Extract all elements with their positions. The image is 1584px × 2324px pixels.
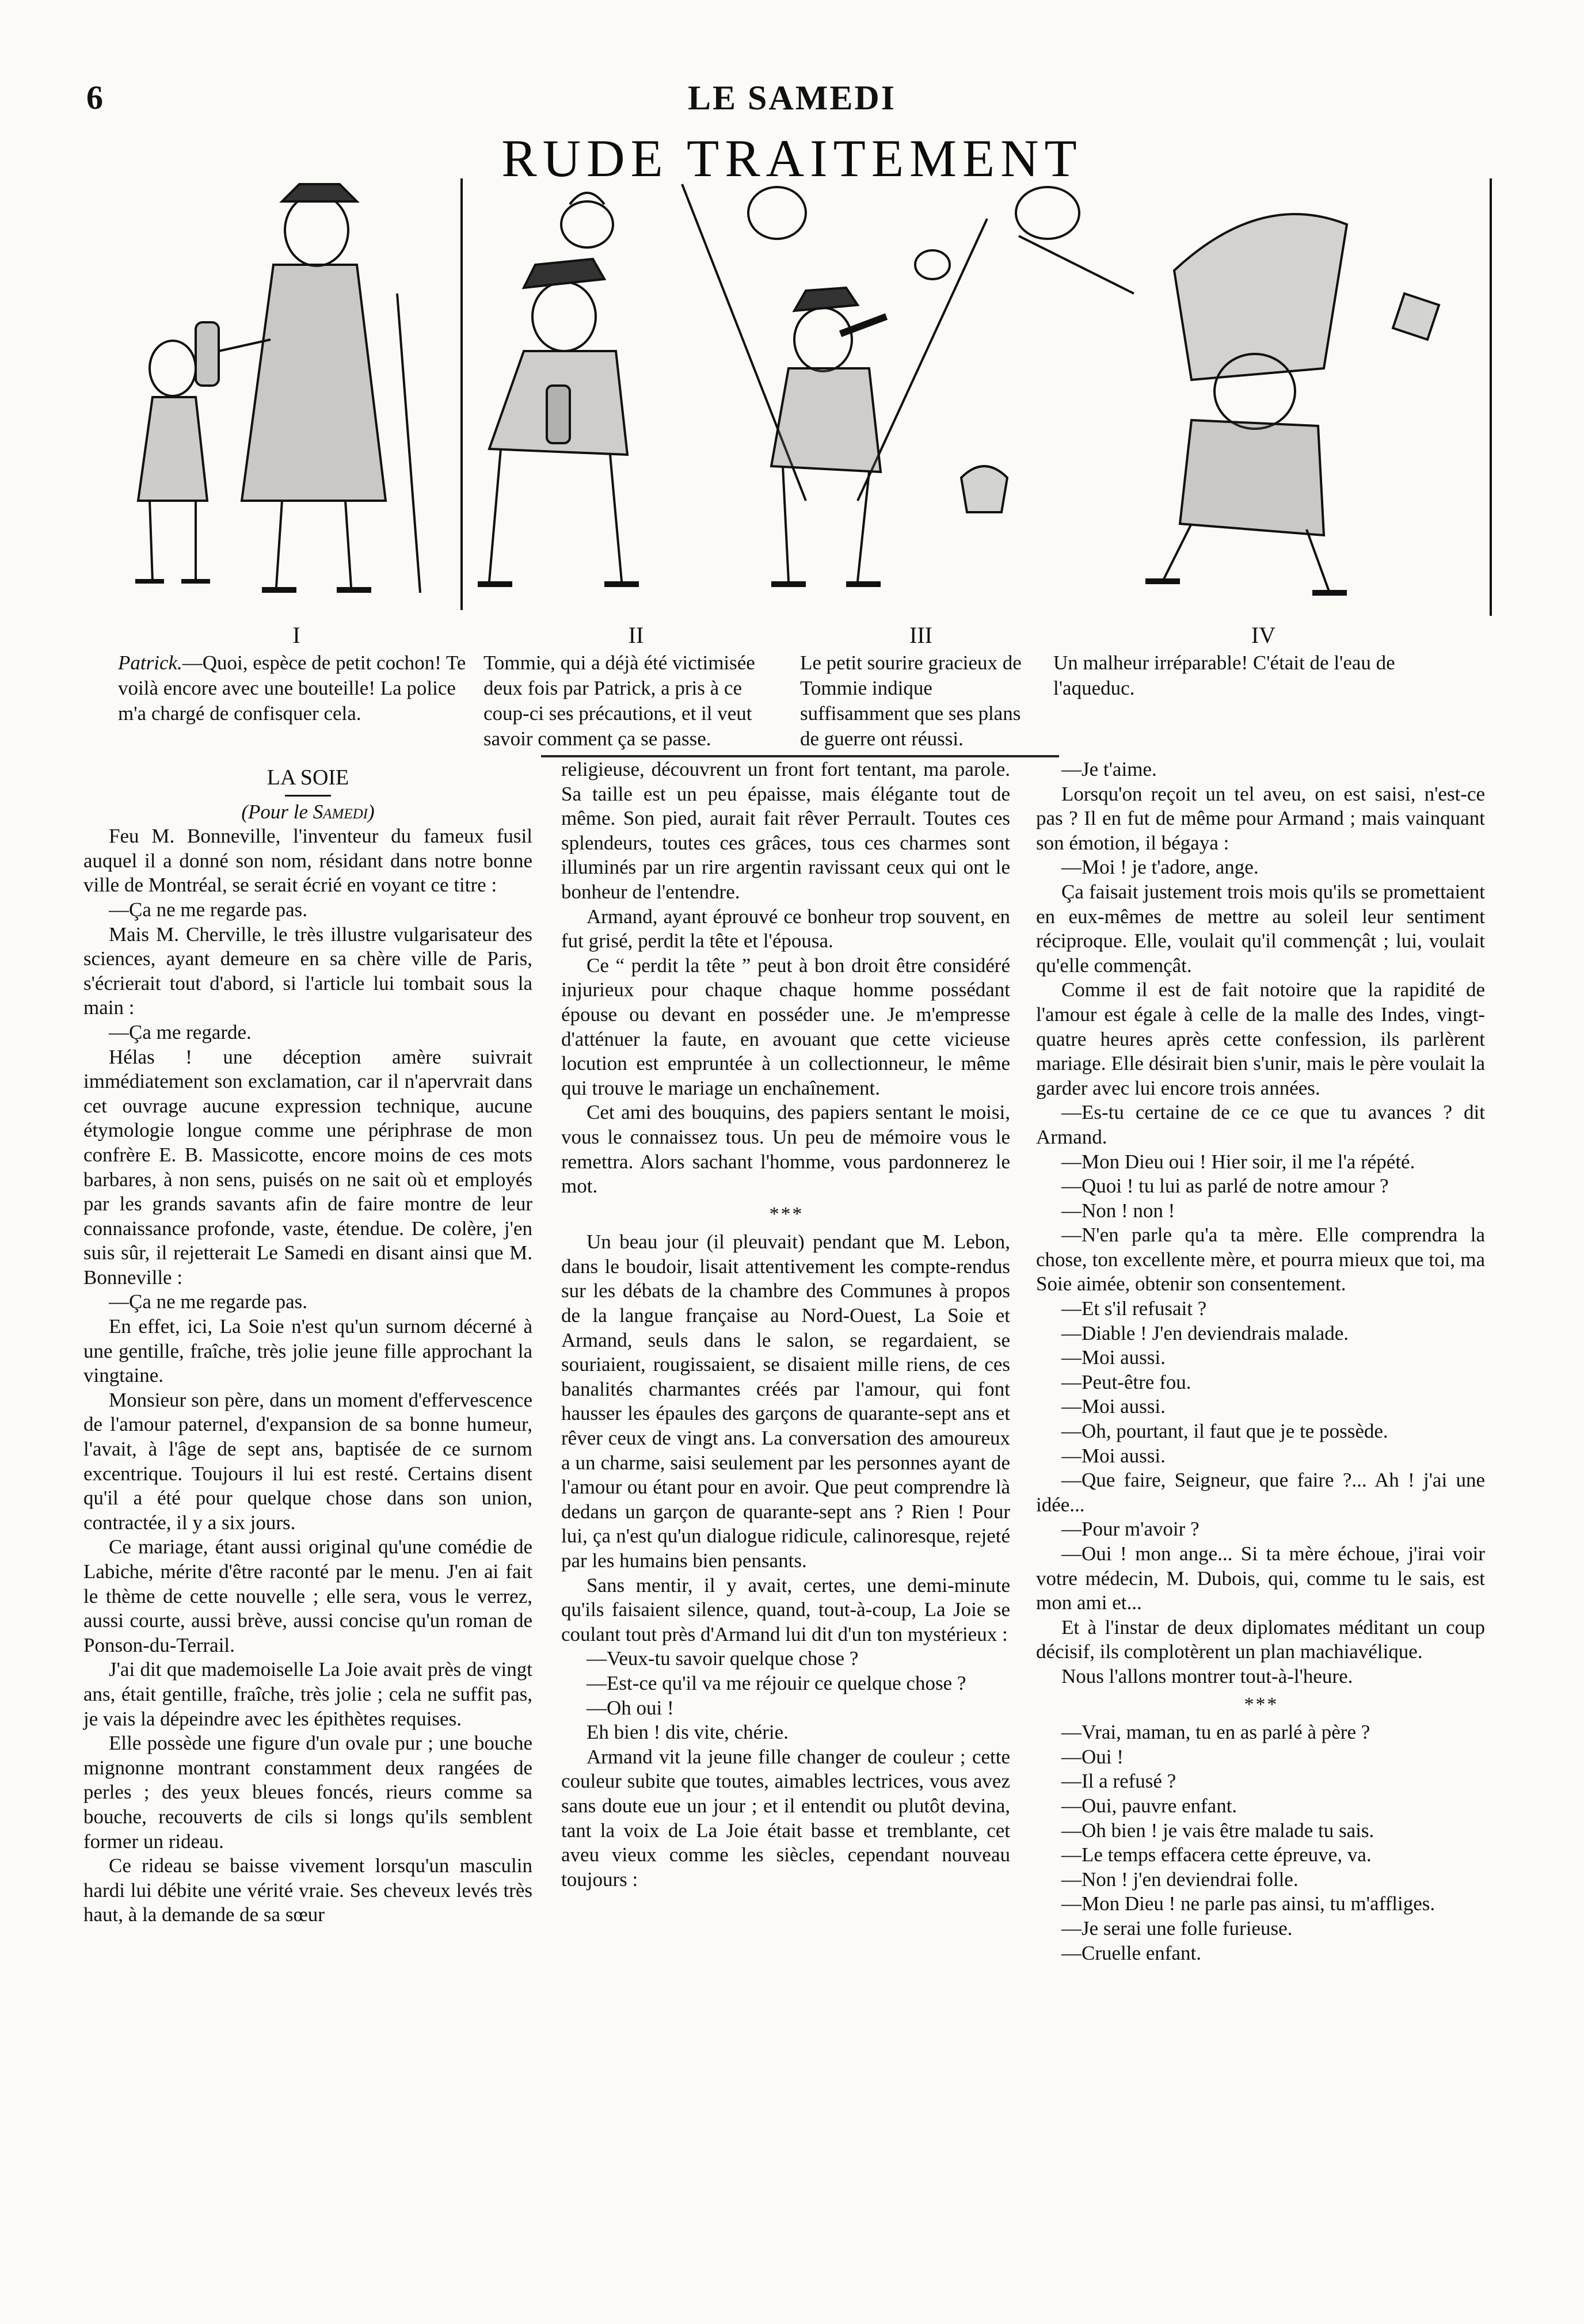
paragraph: —Oui ! mon ange... Si ta mère échoue, j'irai voir votre médecin, M. Dubois, qui, comme tu le sais, est mon ami et... — [1036, 1542, 1485, 1614]
paragraph: Armand vit la jeune fille changer de couleur ; cette couleur subite que toutes, aimables lectrices, vous avez sans doute eue un jour ; et il entendit ou plutôt devina, tant la voix de La Joie était basse et tremblante, cet aveu vieux comme les siècles, cependant nouveau toujours : — [561, 1745, 1010, 1891]
paragraph: —Moi aussi. — [1061, 1444, 1166, 1467]
article-subtitle: (Pour le Samedi) — [241, 800, 375, 823]
paragraph: En effet, ici, La Soie n'est qu'un surnom décerné à une gentille, fraîche, très jolie jeune fille approchant la vingtaine. — [83, 1315, 532, 1387]
paragraph: Et à l'instar de deux diplomates méditant un coup décisif, ils complotèrent un plan machiavélique. — [1036, 1616, 1485, 1663]
paragraph: Hélas ! une déception amère suivrait immédiatement son exclamation, car il n'apervrait dans cet ouvrage aucune expression technique, aucune étymologie longue comme une périphrase de mon confrère E. B. Massicotte, encore moins de ces mots barbares, à non sens, puisés on ne sait où et employés par les grands savants afin de faire montre de leur connaissance profonde, vaste, étendue. De colère, j'en suis sûr, il rejetterait Le Samedi en disant ainsi que M. Bonneville : — [83, 1045, 532, 1289]
paragraph: —Oui, pauvre enfant. — [1061, 1794, 1238, 1817]
paragraph: Nous l'allons montrer tout-à-l'heure. — [1061, 1664, 1353, 1687]
paragraph: —Mon Dieu ! ne parle pas ainsi, tu m'affliges. — [1061, 1892, 1436, 1915]
caption-text: Un malheur irréparable! C'était de l'eau de l'aqueduc. — [1053, 652, 1395, 699]
paragraph: —Moi aussi. — [1061, 1346, 1166, 1369]
paragraph: —Oh, pourtant, il faut que je te possède. — [1061, 1420, 1388, 1443]
caption-2 — [483, 623, 789, 752]
paragraph: —Cruelle enfant. — [1061, 1941, 1201, 1964]
paragraph: —Non ! non ! — [1061, 1199, 1175, 1222]
paragraph: —Moi aussi. — [1061, 1395, 1166, 1418]
caption-text: Tommie, qui a déjà été victimisée deux fois par Patrick, a pris à ce coup-ci ses précautions, et il veut savoir comment ça se passe. — [483, 652, 755, 750]
paragraph: Ça faisait justement trois mois qu'ils se promettaient en eux-mêmes de mettre au soleil leur sentiment réciproque. Elle, voulait qu'il commençât ; lui, voulait qu'elle commençât. — [1036, 880, 1485, 977]
caption-numeral: IV — [1251, 622, 1276, 648]
cartoon-illustration — [109, 178, 1497, 616]
paragraph: Armand, ayant éprouvé ce bonheur trop souvent, en fut grisé, perdit la tête et l'épousa. — [561, 905, 1010, 953]
paragraph: Sans mentir, il y avait, certes, une demi-minute qu'ils faisaient silence, quand, tout-à-coup, La Joie se coulant tout près d'Armand lui dit d'un ton mystérieux : — [561, 1574, 1010, 1645]
caption-4 — [1053, 623, 1473, 701]
caption-text: Le petit sourire gracieux de Tommie indique suffisamment que ses plans de guerre ont réussi. — [800, 652, 1022, 750]
paragraph: Ce mariage, étant aussi original qu'une comédie de Labiche, mérite d'être raconté par le menu. J'en ai fait le thème de cette nouvelle ; elle sera, vous le verrez, aussi courte, aussi brève, aussi concise qu'un roman de Ponson-du-Terrail. — [83, 1536, 532, 1656]
paragraph: Eh bien ! dis vite, chérie. — [587, 1721, 789, 1744]
paragraph: —Ça me regarde. — [109, 1020, 252, 1043]
paragraph: —Oh oui ! — [587, 1696, 674, 1719]
paragraph: Cet ami des bouquins, des papiers sentant le moisi, vous le connaissez tous. Un peu de mémoire vous le remettra. Alors sachant l'homme, vous pardonnerez le mot. — [561, 1101, 1010, 1198]
paragraph: —Veux-tu savoir quelque chose ? — [587, 1647, 859, 1670]
paragraph: Elle possède une figure d'un ovale pur ; une bouche mignonne montrant constamment deux rangées de perles ; des yeux bleues foncés, rieurs comme sa bouche, recouverts de cils si longs qu'ils semblent former un rideau. — [83, 1732, 532, 1853]
paragraph: —Vrai, maman, tu en as parlé à père ? — [1061, 1721, 1370, 1744]
newspaper-title: LE SAMEDI — [687, 79, 897, 117]
caption-text: —Quoi, espèce de petit cochon! Te voilà encore avec une bouteille! La police m'a chargé de confisquer cela. — [118, 652, 466, 725]
paragraph: —Je serai une folle furieuse. — [1061, 1917, 1293, 1940]
paragraph: Comme il est de fait notoire que la rapidité de l'amour est égale à celle de la malle des Indes, vingt-quatre heures après cette confession, ils parlèrent mariage. Elle désirait bien s'unir, mais le père voulait la garder avec lui encore trois années. — [1036, 978, 1485, 1099]
caption-speaker: Patrick. — [118, 652, 182, 674]
paragraph: —Quoi ! tu lui as parlé de notre amour ? — [1061, 1175, 1389, 1198]
paragraph: religieuse, découvrent un front fort tentant, ma parole. Sa taille est un peu épaisse, mais élégante tout de même. Son pied, aurait fait rêver Perrault. Toutes ces splendeurs, toutes ces grâces, tous ces charmes sont illuminés par un rire argentin ravissant ceux qui ont le bonheur de l'entendre. — [561, 758, 1010, 903]
caption-numeral: I — [292, 622, 300, 648]
paragraph: —Oui ! — [1061, 1745, 1124, 1768]
panel-4-figures — [961, 187, 1439, 593]
section-asterism: * * * — [1244, 1693, 1277, 1715]
paragraph: Ce rideau se baisse vivement lorsqu'un masculin hardi lui débite une vérité vraie. Ses cheveux levés très haut, à la demande de sa sœur — [83, 1854, 532, 1926]
caption-numeral: II — [628, 622, 644, 648]
caption-numeral: III — [909, 622, 932, 648]
paragraph: —Et s'il refusait ? — [1061, 1297, 1207, 1320]
paragraph: Ce “ perdit la tête ” peut à bon droit être considéré injurieux pour chaque chaque homme possédant épouse ou devant en posséder une. Je m'empresse d'atténuer la faute, en avouant que cette vicieuse locution est empruntée à un collectionneur, le même qui trouve le mariage un enchaînement. — [561, 954, 1010, 1099]
paragraph: —N'en parle qu'a ta mère. Elle comprendra la chose, ton excellente mère, et pourra mieux que toi, ma Soie aimée, obtenir son consentement. — [1036, 1224, 1485, 1296]
paragraph: —Je t'aime. — [1061, 758, 1157, 780]
paragraph: Mais M. Cherville, le très illustre vulgarisateur des sciences, ayant demeure en sa chère ville de Paris, s'écrierait tout d'abord, si l'article lui tombait sous la main : — [83, 923, 532, 1019]
paragraph: —Ça ne me regarde pas. — [109, 1290, 307, 1313]
cartoon-title: RUDE TRAITEMENT — [501, 129, 1083, 188]
paragraph: —Ça ne me regarde pas. — [109, 898, 307, 921]
paragraph: —Est-ce qu'il va me réjouir ce quelque chose ? — [587, 1671, 966, 1694]
paragraph: —Non ! j'en deviendrai folle. — [1061, 1868, 1299, 1891]
panel-2-figures — [478, 193, 639, 584]
page-number: 6 — [86, 79, 103, 116]
paragraph: —Oh bien ! je vais être malade tu sais. — [1061, 1819, 1374, 1842]
paragraph: —Moi ! je t'adore, ange. — [1061, 856, 1259, 879]
paragraph: —Que faire, Seigneur, que faire ?... Ah ! j'ai une idée... — [1036, 1469, 1485, 1516]
paragraph: —Es-tu certaine de ce ce que tu avances ? dit Armand. — [1036, 1101, 1485, 1148]
article-column-3 — [1036, 757, 1485, 1965]
panel-1-figures — [135, 184, 420, 593]
article-column-2 — [561, 757, 1010, 1892]
caption-1 — [118, 623, 475, 726]
title-rule — [285, 795, 331, 797]
paragraph: —Peut-être fou. — [1061, 1370, 1191, 1393]
paragraph: —Il a refusé ? — [1061, 1770, 1176, 1793]
paragraph: J'ai dit que mademoiselle La Joie avait près de vingt ans, était gentille, fraîche, très jolie ; cela ne suffit pas, je vais la dépeindre avec les épithètes requises. — [83, 1658, 532, 1730]
paragraph: Feu M. Bonneville, l'inventeur du fameux fusil auquel il a donné son nom, résidant dans notre bonne ville de Montréal, se serait écrié en voyant ce titre : — [83, 825, 532, 897]
paragraph: Monsieur son père, dans un moment d'effervescence de l'amour paternel, d'expansion de sa bonne humeur, l'avait, à l'âge de sept ans, baptisée de ce surnom excentrique. Toujours il lui est resté. Certains disent qu'il a été pour quelque chose dans son union, contractée, il y a six jours. — [83, 1388, 532, 1534]
paragraph: —Mon Dieu oui ! Hier soir, il me l'a répété. — [1061, 1150, 1415, 1173]
paragraph: —Diable ! J'en deviendrais malade. — [1061, 1321, 1349, 1344]
paragraph: —Pour m'avoir ? — [1061, 1518, 1200, 1541]
article-title: LA SOIE — [266, 765, 349, 790]
paragraph: Un beau jour (il pleuvait) pendant que M. Lebon, dans le boudoir, lisait attentivement les compte-rendus sur les débats de la chambre des Communes à propos de la langue française au Nord-Ouest, La Soie et Armand, seuls dans le salon, se regardaient, se souriaient, rougissaient, se disaient mille riens, de ces banalités charmantes créés par l'amour, qui font hausser les épaules des garçons de quarante-sept ans et rêver ceux de vingt ans. La conversation des amoureux a un charme, saisi seulement par les personnes ayant de l'amour ou étant pour en avoir. Que peut comprendre là dedans un garçon de quarante-sept ans ? Rien ! Pour lui, ça n'est qu'un dialogue ridicule, calinoresque, rejeté par les humains bien pensants. — [561, 1230, 1010, 1572]
caption-3 — [800, 623, 1042, 752]
panel-3-figures — [748, 187, 950, 584]
section-asterism: * * * — [769, 1203, 802, 1225]
paragraph: —Le temps effacera cette épreuve, va. — [1061, 1843, 1372, 1866]
paragraph: Lorsqu'on reçoit un tel aveu, on est saisi, n'est-ce pas ? Il en fut de même pour Armand ; mais vainquant son émotion, il bégaya : — [1036, 782, 1485, 854]
article-column-1 — [83, 765, 532, 1927]
